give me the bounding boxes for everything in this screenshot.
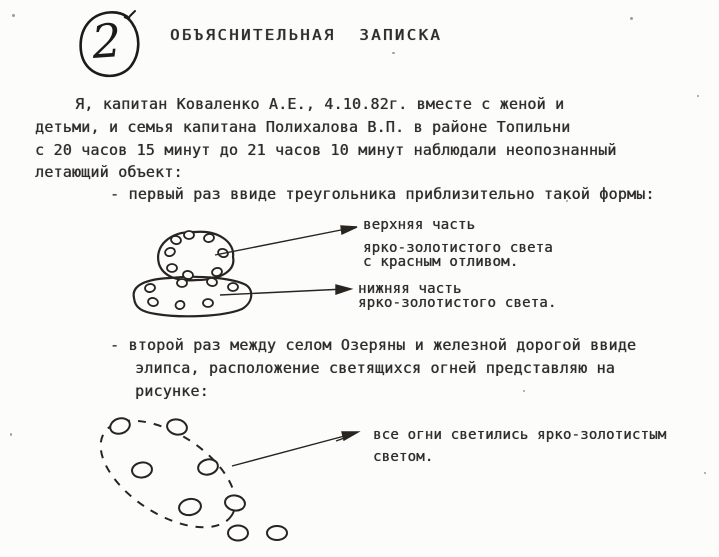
lights-ellipse-sketch bbox=[88, 408, 373, 548]
scan-speck bbox=[10, 433, 12, 436]
sighting2-line: - второй раз между селом Озеряны и железной дорогой ввиде bbox=[110, 336, 637, 354]
scan-speck bbox=[704, 472, 706, 474]
sighting2-line: рисунке: bbox=[135, 382, 209, 400]
sighting2-line: элипса, расположение светящихся огней представляю на bbox=[135, 359, 615, 377]
porthole-circles bbox=[144, 231, 238, 310]
lights-color-label: светом. bbox=[373, 449, 434, 465]
lower-part-label: нижняя часть bbox=[358, 281, 462, 297]
document-title: ОБЪЯСНИТЕЛЬНАЯ ЗАПИСКА bbox=[170, 26, 443, 44]
scan-speck bbox=[12, 14, 15, 17]
lower-part-label: ярко-золотистого света. bbox=[358, 295, 557, 311]
upper-part-label: верхняя часть bbox=[363, 217, 476, 233]
intro-line: с 20 часов 15 минут до 21 часов 10 минут наблюдали неопознанный bbox=[35, 141, 617, 159]
circled-page-number bbox=[72, 6, 146, 82]
intro-line: детьми, и семья капитана Полихалова В.П. в районе Топильни bbox=[35, 118, 571, 136]
page-number: 2 bbox=[90, 13, 124, 69]
upper-part-label: ярко-золотистого света bbox=[363, 240, 553, 256]
light-circles bbox=[108, 416, 287, 541]
intro-line: Я, капитан Коваленко А.Е., 4.10.82г. вместе с женой и bbox=[75, 95, 565, 113]
scan-speck bbox=[697, 95, 699, 97]
ufo-two-tier-sketch bbox=[125, 218, 365, 323]
lights-color-label: все огни светились ярко-золотистым bbox=[373, 427, 667, 443]
scan-speck bbox=[523, 390, 525, 392]
intro-line: летающий объект: bbox=[35, 163, 183, 181]
scan-speck bbox=[630, 17, 633, 20]
scan-speck bbox=[392, 52, 395, 54]
sighting1-heading: - первый раз ввиде треугольника приблизительно такой формы: bbox=[110, 185, 655, 203]
callout-arrow bbox=[232, 432, 358, 466]
upper-part-label: с красным отливом. bbox=[363, 254, 519, 270]
